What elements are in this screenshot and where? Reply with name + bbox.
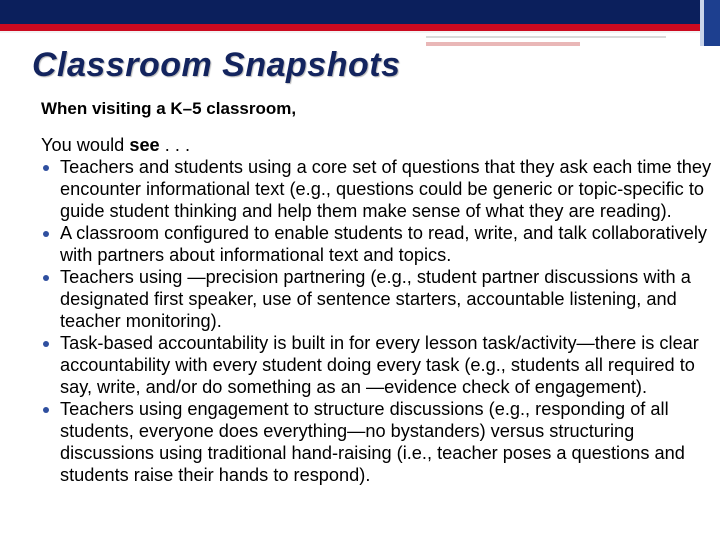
bullet-item: Task-based accountability is built in for every lesson task/activity—there is clear accountability with every student doing every task (e.g., students all required to say, write, and/or do something as an —evidence check of engagement). — [41, 332, 717, 398]
header-corner-strip — [700, 0, 704, 46]
bullet-item: Teachers using engagement to structure discussions (e.g., responding of all students, everyone does everything—no bystanders) versus structuring discussions using traditional hand-raising (i.e., teacher poses a questions and students raise their hands to respond). — [41, 398, 717, 486]
header-red-bar — [0, 24, 700, 31]
intro-emphasis: see — [129, 135, 160, 155]
slide-title: Classroom Snapshots — [32, 46, 401, 84]
bullet-list — [41, 156, 717, 486]
header-accent-line-red — [426, 42, 580, 46]
header-decoration — [0, 0, 720, 40]
bullet-item: Teachers and students using a core set of questions that they ask each time they encounter informational text (e.g., questions could be generic or topic-specific to guide student thinking and help them make sense of what they are reading). — [41, 156, 717, 222]
bullet-item: Teachers using —precision partnering (e.g., student partner discussions with a designated first speaker, use of sentence starters, accountable listening, and teacher monitoring). — [41, 266, 717, 332]
bullet-item: A classroom configured to enable students to read, write, and talk collaboratively with partners about informational text and topics. — [41, 222, 717, 266]
intro-suffix: . . . — [159, 135, 191, 155]
slide-subtitle: When visiting a K–5 classroom, — [41, 99, 297, 118]
slide-body — [41, 134, 717, 486]
header-accent-line — [426, 36, 666, 38]
header-navy-bar — [0, 0, 700, 24]
intro-line — [41, 134, 717, 156]
intro-prefix: You would — [41, 135, 130, 155]
header-divider — [0, 31, 700, 33]
